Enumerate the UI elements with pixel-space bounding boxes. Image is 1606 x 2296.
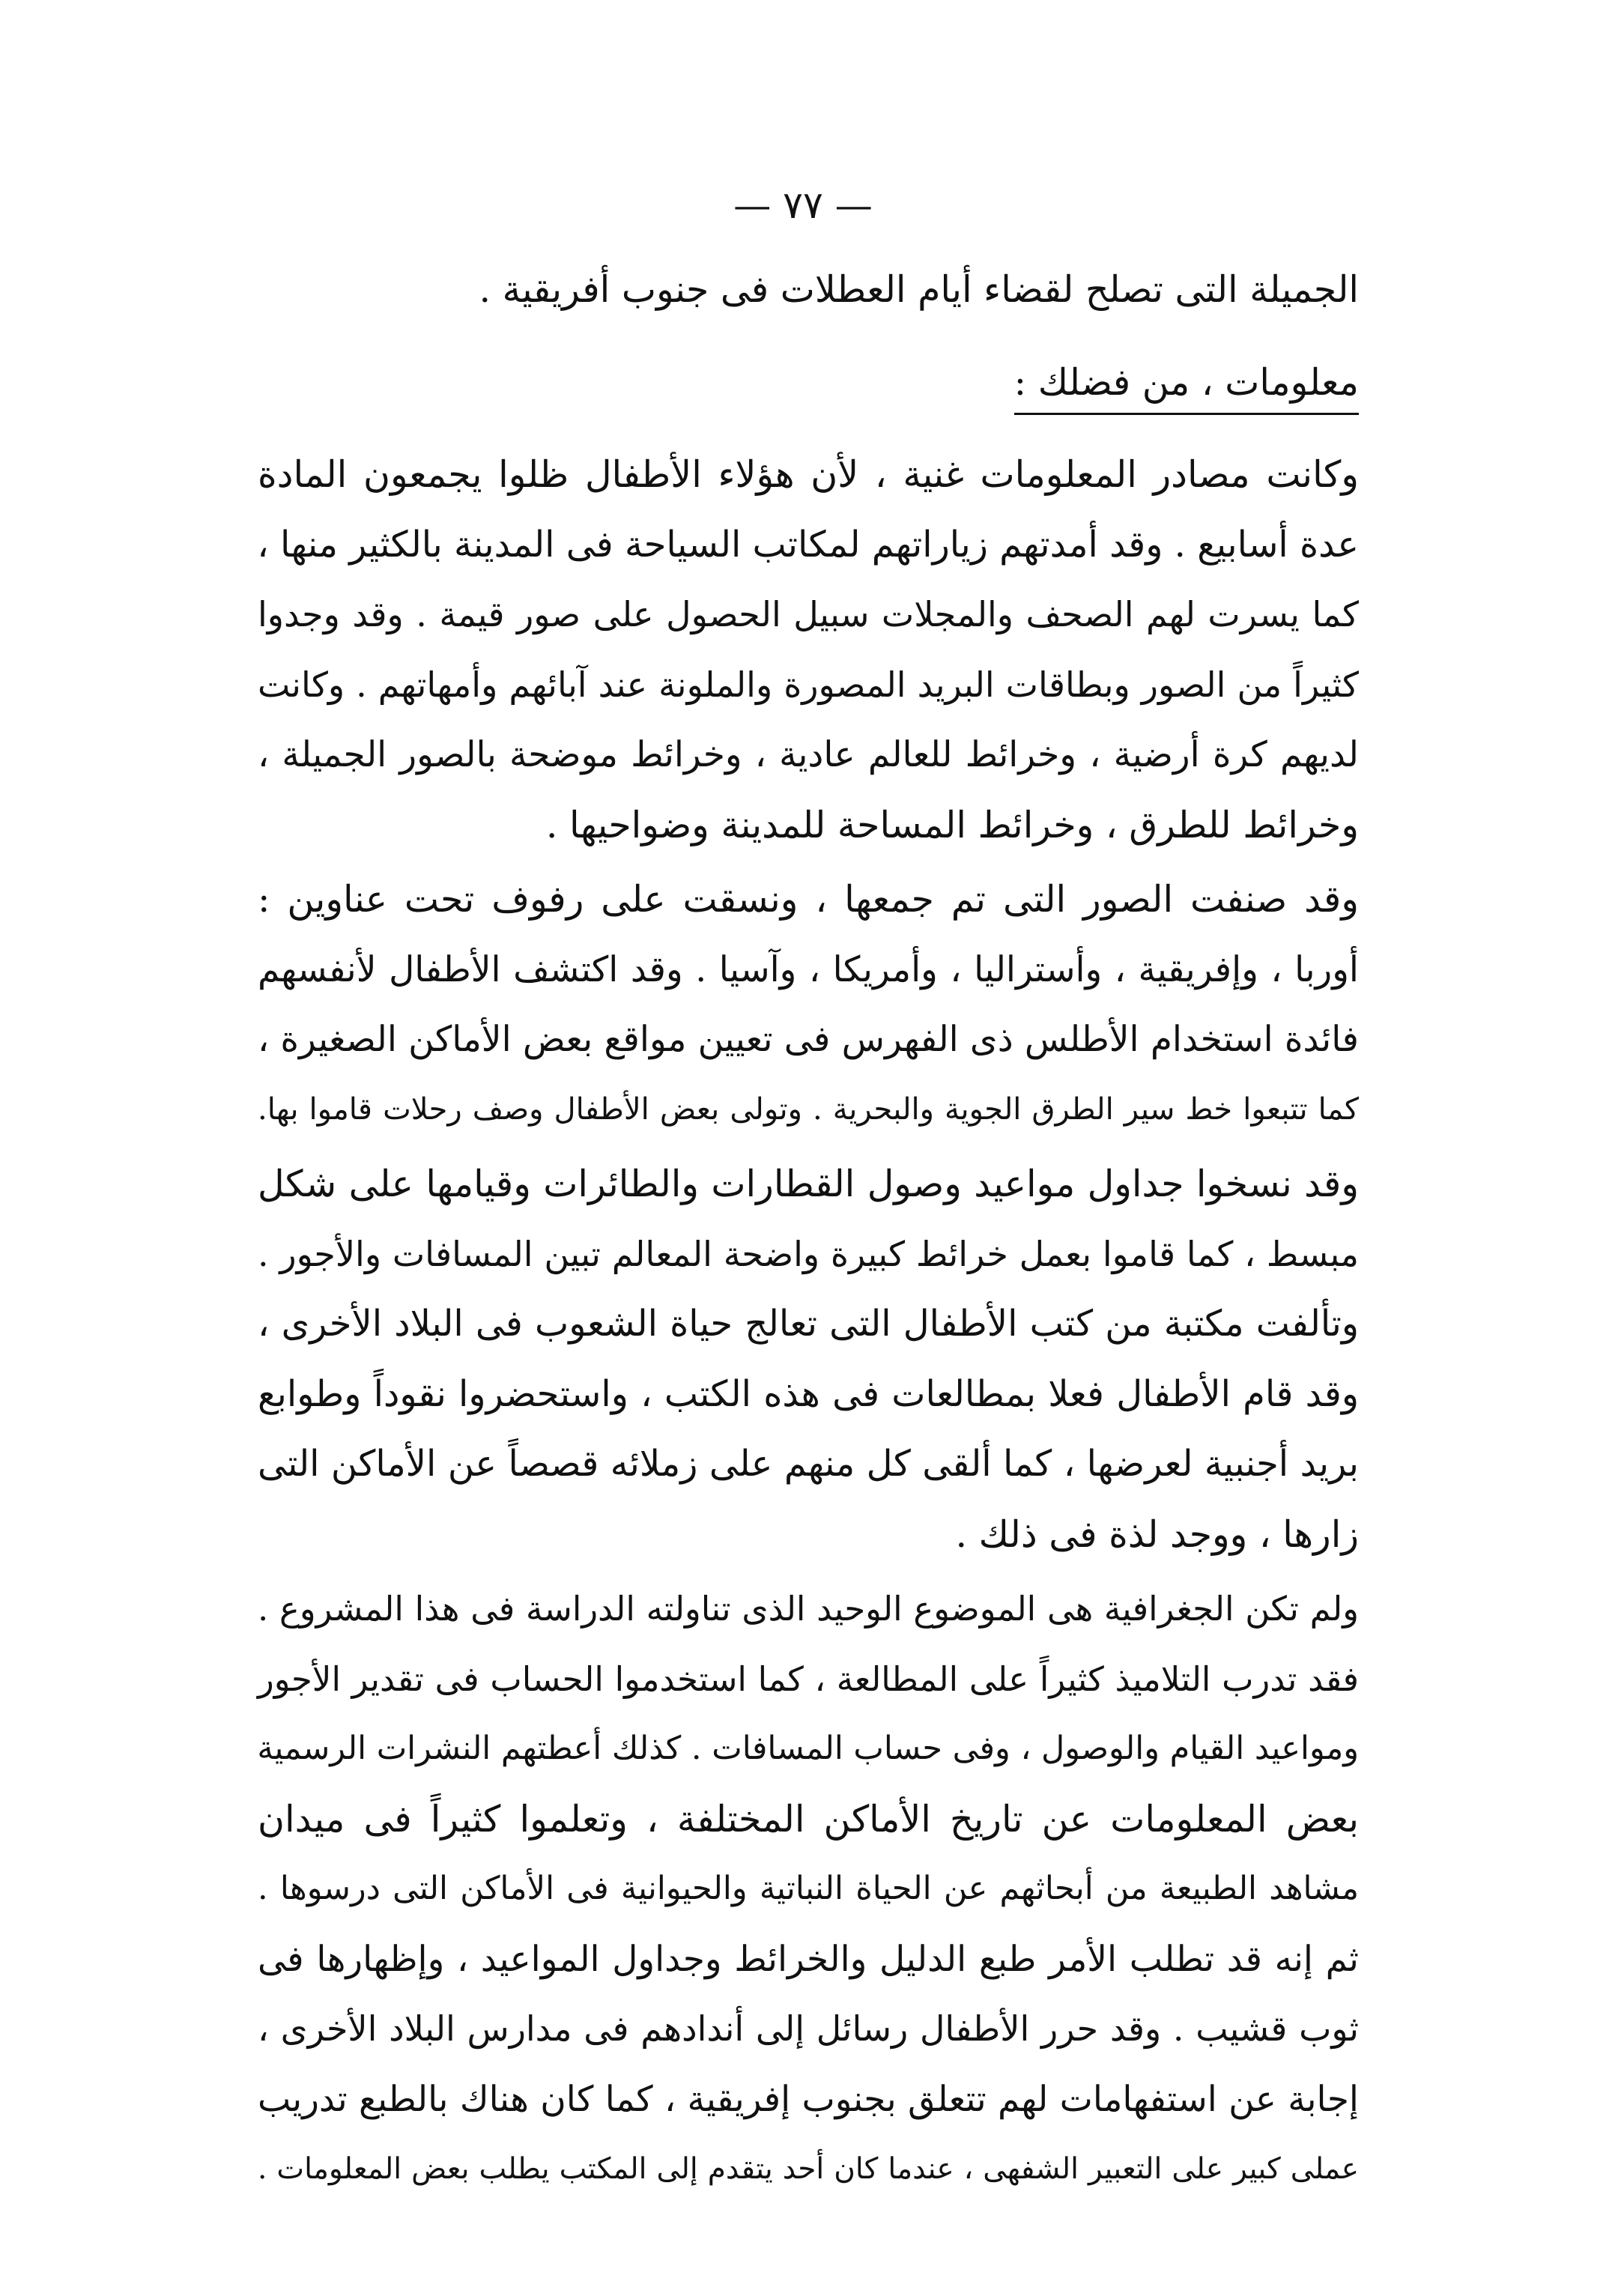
paragraph-line: وخرائط للطرق ، وخرائط المساحة للمدينة وضواحيها . [545,803,1359,846]
paragraph-line: كثيراً من الصور وبطاقات البريد المصورة والملونة عند آبائهم وأمهاتهم . وكانت [258,664,1359,705]
paragraph-line: فقد تدرب التلاميذ كثيراً على المطالعة ، كما استخدموا الحساب فى تقدير الأجور [258,1659,1359,1699]
paragraph-line: بريد أجنبية لعرضها ، كما ألقى كل منهم على زملائه قصصاً عن الأماكن التى [258,1443,1359,1485]
paragraph-3 [258,1149,1359,1569]
paragraph-line: ولم تكن الجغرافية هى الموضوع الوحيد الذى تناولته الدراسة فى هذا المشروع . [258,1589,1359,1629]
body-text [258,255,1359,2205]
paragraph-line: وتألفت مكتبة من كتب الأطفال التى تعالج حياة الشعوب فى البلاد الأخرى ، [258,1303,1359,1345]
intro-line: الجميلة التى تصلح لقضاء أيام العطلات فى جنوب أفريقية . [479,268,1359,311]
paragraph-line: لديهم كرة أرضية ، وخرائط للعالم عادية ، وخرائط موضحة بالصور الجميلة ، [258,734,1359,775]
paragraph-line: مبسط ، كما قاموا بعمل خرائط كبيرة واضحة المعالم تبين المسافات والأجور . [258,1233,1359,1274]
page-number: — ٧٧ — [733,184,873,227]
paragraph-line: بعض المعلومات عن تاريخ الأماكن المختلفة ، وتعلموا كثيراً فى ميدان [258,1797,1359,1841]
section-heading: معلومات ، من فضلك : [1014,356,1359,415]
paragraph-line: ثوب قشيب . وقد حرر الأطفال رسائل إلى أندادهم فى مدارس البلاد الأخرى ، [258,2008,1359,2049]
spacer [258,325,1359,348]
paragraph-line: إجابة عن استفهامات لهم تتعلق بجنوب إفريقية ، كما كان هناك بالطبع تدريب [258,2078,1359,2120]
paragraph-line: وقد نسخوا جداول مواعيد وصول القطارات والطائرات وقيامها على شكل [258,1163,1359,1205]
paragraph-line: كما تتبعوا خط سير الطرق الجوية والبحرية . وتولى بعض الأطفال وصف رحلات قاموا بها. [258,1091,1359,1127]
paragraph-line: مشاهد الطبيعة من أبحاثهم عن الحياة النباتية والحيوانية فى الأماكن التى درسوها . [258,1870,1359,1907]
paragraph-line: زارها ، ووجد لذة فى ذلك . [955,1512,1359,1556]
paragraph-line: وقد قام الأطفال فعلا بمطالعات فى هذه الكتب ، واستحضروا نقوداً وطوابع [258,1372,1359,1415]
paragraph-1 [258,440,1359,860]
paragraph-line: عدة أسابيع . وقد أمدتهم زياراتهم لمكاتب السياحة فى المدينة بالكثير منها ، [257,523,1359,566]
paragraph-4 [258,1574,1359,2205]
paragraph-line: ثم إنه قد تطلب الأمر طبع الدليل والخرائط وجداول المواعيد ، وإظهارها فى [258,1938,1359,1980]
paragraph-line: ومواعيد القيام والوصول ، وفى حساب المسافات . كذلك أعطتهم النشرات الرسمية [257,1730,1359,1767]
paragraph-line: عملى كبير على التعبير الشفهى ، عندما كان أحد يتقدم إلى المكتب يطلب بعض المعلومات . [258,2152,1359,2186]
paragraph-line: وكانت مصادر المعلومات غنية ، لأن هؤلاء الأطفال ظلوا يجمعون المادة [258,453,1359,496]
paragraph-line: فائدة استخدام الأطلس ذى الفهرس فى تعيين مواقع بعض الأماكن الصغيرة ، [258,1019,1359,1060]
paragraph-line: وقد صنفت الصور التى تم جمعها ، ونسقت على رفوف تحت عناوين : [258,878,1359,921]
paragraph-2 [258,864,1359,1145]
paragraph-line: أوربا ، وإفريقية ، وأستراليا ، وأمريكا ، وآسيا . وقد اكتشف الأطفال لأنفسهم [258,948,1359,990]
section-heading-row [258,348,1359,418]
spacer [258,417,1359,440]
paragraph-line: كما يسرت لهم الصحف والمجلات سبيل الحصول على صور قيمة . وقد وجدوا [258,594,1359,634]
